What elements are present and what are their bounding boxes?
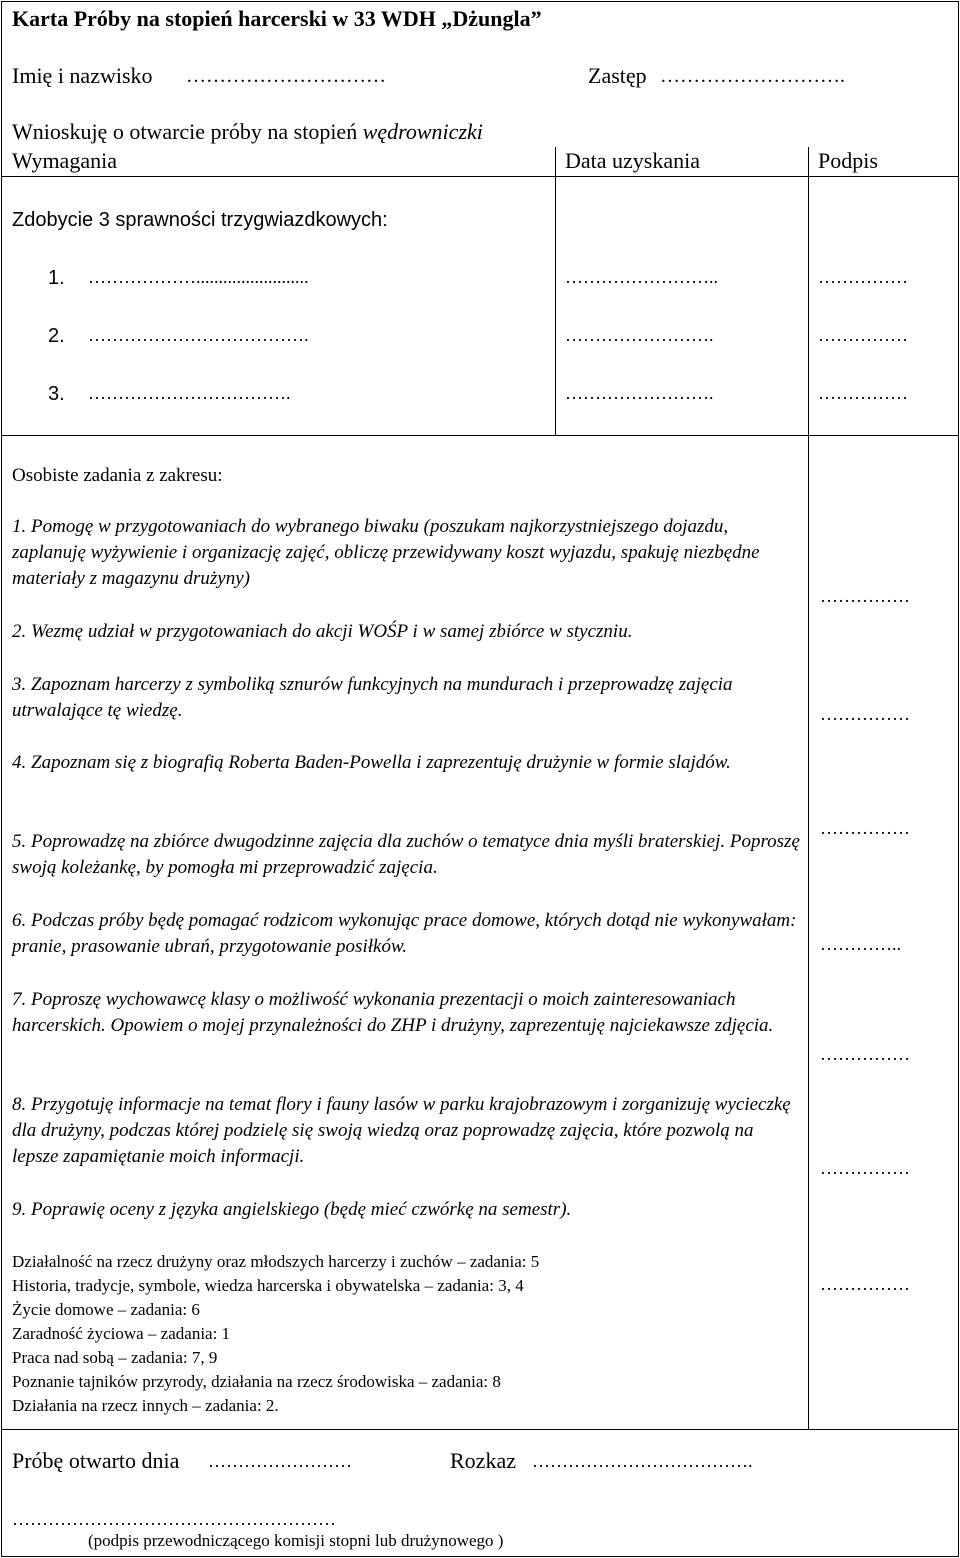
column-signature: Podpis (818, 148, 878, 173)
task-sign-7[interactable]: …………… (820, 1274, 910, 1294)
signature-column-divider (808, 147, 809, 1430)
area-line-5: Praca nad sobą – zadania: 7, 9 (12, 1348, 218, 1367)
name-field[interactable]: ………………………… (186, 65, 386, 87)
request-line (12, 119, 483, 145)
badge-date-2[interactable]: ……………………. (565, 325, 714, 345)
badge-number-1: 1. (48, 267, 65, 289)
name-label: Imię i nazwisko (12, 63, 153, 88)
area-line-1: Działalność na rzecz drużyny oraz młodszych harcerzy i zuchów – zadania: 5 (12, 1252, 540, 1271)
request-text: Wnioskuję o otwarcie próby na stopień (12, 119, 358, 144)
border-right (958, 1, 959, 1557)
order-label: Rozkaz (450, 1448, 516, 1473)
task-4: 4. Zapoznam się z biografią Roberta Baden-Powella i zaprezentuję drużynie w formie slajdów. (12, 752, 731, 773)
border-left (1, 1, 2, 1557)
date-column-divider (555, 147, 556, 436)
badge-field-1[interactable]: ………………......................... (88, 267, 309, 287)
task-8: 8. Przygotuję informacje na temat flory i fauny lasów w parku krajobrazowym i zorganizuję wycieczkę dla drużyny, podczas której podzielę się swoją wiedzą oraz poprowadzę zajęcia, które pozwolą na lepsze zapamiętanie moich informacji. (12, 1094, 791, 1167)
signature-line[interactable]: ……………………………………………… (12, 1509, 336, 1529)
badge-number-3: 3. (48, 383, 65, 405)
rank-name: wędrowniczki (362, 119, 483, 144)
area-line-4: Zaradność życiowa – zadania: 1 (12, 1324, 231, 1343)
badge-field-3[interactable]: ……………………………. (88, 383, 291, 403)
opened-label: Próbę otwarto dnia (12, 1448, 180, 1473)
task-7: 7. Poproszę wychowawcę klasy o możliwość wykonania prezentacji o moich zainteresowaniach harcerskich. Opowiem o mojej przynależności do ZHP i drużyny, zaprezentuję najciekawsze zdjęcia. (12, 989, 774, 1036)
task-3: 3. Zapoznam harcerzy z symboliką sznurów funkcyjnych na mundurach i przeprowadzę zajęcia utrwalające tę wiedzę. (12, 674, 733, 721)
badges-heading: Zdobycie 3 sprawności trzygwiazdkowych: (12, 209, 388, 231)
badge-field-2[interactable]: ………………………………. (88, 325, 309, 345)
task-1: 1. Pomogę w przygotowaniach do wybranego biwaku (poszukam najkorzystniejszego dojazdu, zaplanuję wyżywienie i organizację zajęć, obliczę przewidywany koszt wyjazdu, spakuję niezbędne materiały z magazynu drużyny) (12, 516, 760, 589)
badges-row-divider (1, 435, 959, 436)
badge-sign-2[interactable]: …………… (818, 325, 908, 345)
border-top (1, 1, 959, 2)
area-line-2: Historia, tradycje, symbole, wiedza harcerska i obywatelska – zadania: 3, 4 (12, 1276, 524, 1295)
area-line-7: Działania na rzecz innych – zadania: 2. (12, 1396, 279, 1415)
patrol-label: Zastęp (588, 63, 647, 88)
task-sign-6[interactable]: …………… (820, 1158, 910, 1178)
task-sign-3[interactable]: …………… (820, 818, 910, 838)
task-2: 2. Wezmę udział w przygotowaniach do akcji WOŚP i w samej zbiórce w styczniu. (12, 621, 633, 642)
task-6: 6. Podczas próby będę pomagać rodzicom wykonując prace domowe, których dotąd nie wykonywałam: pranie, prasowanie ubrań, przygotowanie posiłków. (12, 910, 797, 957)
badge-sign-3[interactable]: …………… (818, 383, 908, 403)
opened-date-field[interactable]: …………………… (208, 1451, 352, 1471)
task-sign-5[interactable]: …………… (820, 1044, 910, 1064)
badge-date-1[interactable]: …………………….. (565, 267, 718, 287)
signature-caption: (podpis przewodniczącego komisji stopni lub drużynowego ) (88, 1531, 504, 1550)
task-sign-4[interactable]: ………….. (820, 934, 901, 954)
areas-row-divider (1, 1429, 959, 1430)
tasks-heading: Osobiste zadania z zakresu: (12, 465, 223, 486)
task-9: 9. Poprawię oceny z języka angielskiego (będę mieć czwórkę na semestr). (12, 1199, 572, 1220)
task-5: 5. Poprowadzę na zbiórce dwugodzinne zajęcia dla zuchów o tematyce dnia myśli braterskiej. Poproszę swoją koleżankę, by pomogła mi przeprowadzić zajęcia. (12, 831, 800, 878)
task-sign-2[interactable]: …………… (820, 704, 910, 724)
document-title: Karta Próby na stopień harcerski w 33 WDH „Dżungla” (12, 6, 542, 31)
header-row-divider (1, 176, 959, 177)
order-field[interactable]: ………………………………. (532, 1451, 753, 1471)
badge-sign-1[interactable]: …………… (818, 267, 908, 287)
badge-number-2: 2. (48, 325, 65, 347)
column-requirements: Wymagania (12, 148, 117, 173)
column-date: Data uzyskania (565, 148, 700, 173)
area-line-6: Poznanie tajników przyrody, działania na rzecz środowiska – zadania: 8 (12, 1372, 501, 1391)
area-line-3: Życie domowe – zadania: 6 (12, 1300, 200, 1319)
badge-date-3[interactable]: ……………………. (565, 383, 714, 403)
patrol-field[interactable]: ………………………. (660, 65, 845, 87)
border-bottom (1, 1556, 959, 1557)
task-sign-1[interactable]: …………… (820, 586, 910, 606)
